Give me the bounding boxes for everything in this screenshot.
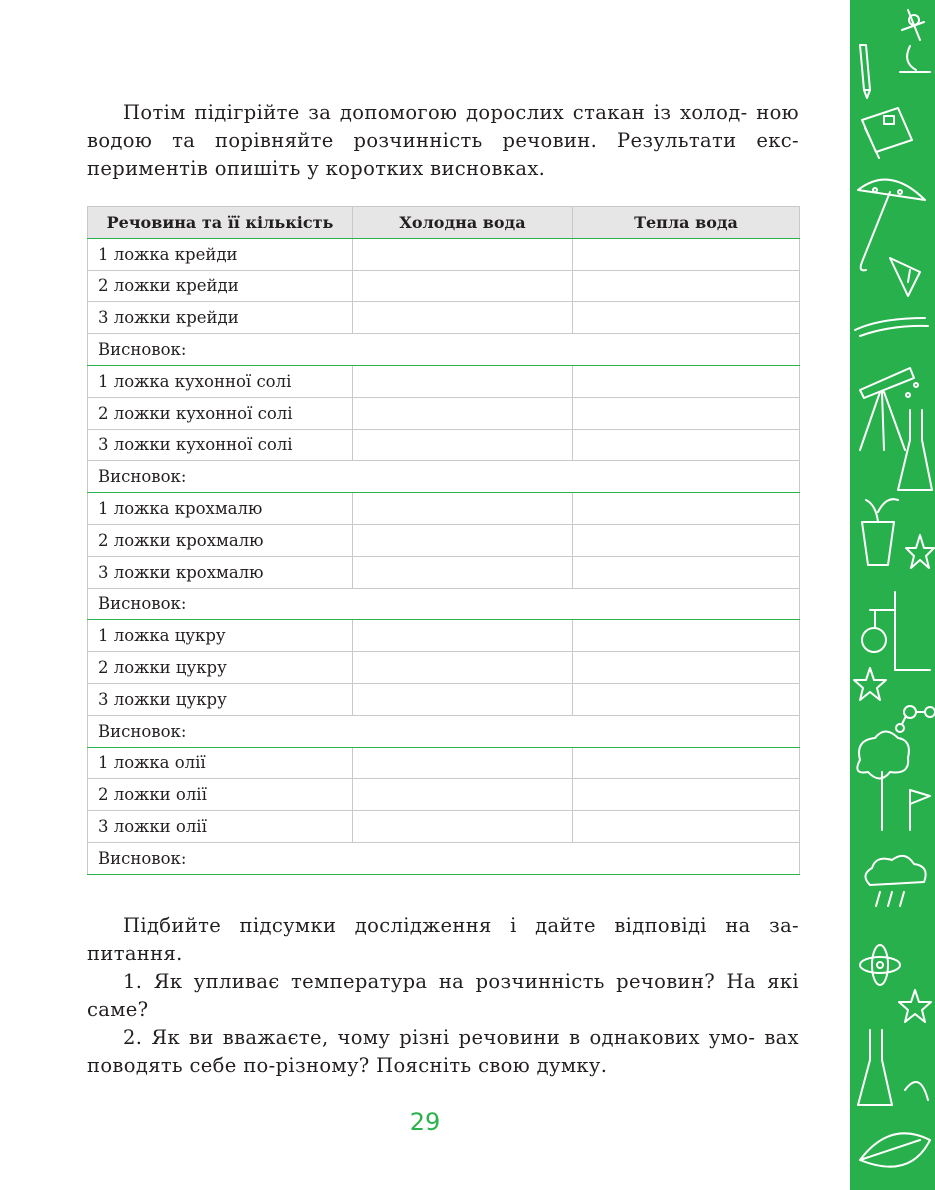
comet-icon bbox=[855, 318, 928, 336]
warm-water-cell[interactable] bbox=[573, 652, 800, 684]
conclusion-row bbox=[88, 588, 800, 620]
substance-cell: 2 ложки кухонної солі bbox=[88, 397, 353, 429]
table-row bbox=[88, 620, 800, 652]
cold-water-cell[interactable] bbox=[353, 524, 573, 556]
telescope-icon bbox=[860, 368, 914, 450]
table-row bbox=[88, 493, 800, 525]
cold-water-cell[interactable] bbox=[353, 556, 573, 588]
cold-water-cell[interactable] bbox=[353, 270, 573, 302]
cold-water-cell[interactable] bbox=[353, 747, 573, 779]
warm-water-cell[interactable] bbox=[573, 397, 800, 429]
cloud-icon bbox=[865, 856, 925, 906]
leaf-icon bbox=[860, 1133, 930, 1166]
warm-water-cell[interactable] bbox=[573, 493, 800, 525]
intro-paragraph bbox=[87, 99, 799, 183]
conclusion-cell[interactable]: Висновок: bbox=[88, 588, 800, 620]
plant-icon bbox=[862, 499, 898, 565]
table-header-row bbox=[88, 207, 800, 239]
warm-water-cell[interactable] bbox=[573, 524, 800, 556]
header-warm-water: Тепла вода bbox=[573, 207, 800, 239]
table-body bbox=[88, 238, 800, 874]
cold-water-cell[interactable] bbox=[353, 302, 573, 334]
warm-water-cell[interactable] bbox=[573, 779, 800, 811]
warm-water-cell[interactable] bbox=[573, 620, 800, 652]
cold-water-cell[interactable] bbox=[353, 397, 573, 429]
header-cold-water: Холодна вода bbox=[353, 207, 573, 239]
substance-cell: 1 ложка крейди bbox=[88, 238, 353, 270]
table-row bbox=[88, 302, 800, 334]
table-row bbox=[88, 270, 800, 302]
cold-water-cell[interactable] bbox=[353, 429, 573, 461]
table-row bbox=[88, 683, 800, 715]
substance-cell: 1 ложка цукру bbox=[88, 620, 353, 652]
star-icon-3 bbox=[899, 990, 931, 1022]
cold-water-cell[interactable] bbox=[353, 779, 573, 811]
warm-water-cell[interactable] bbox=[573, 429, 800, 461]
conclusion-row bbox=[88, 842, 800, 874]
table-row bbox=[88, 747, 800, 779]
substance-cell: 3 ложки крохмалю bbox=[88, 556, 353, 588]
conclusion-row bbox=[88, 461, 800, 493]
warm-water-cell[interactable] bbox=[573, 302, 800, 334]
molecule-icon bbox=[896, 706, 935, 732]
warm-water-cell[interactable] bbox=[573, 270, 800, 302]
substance-cell: 3 ложки кухонної солі bbox=[88, 429, 353, 461]
header-substance: Речовина та її кількість bbox=[88, 207, 353, 239]
atom-icon bbox=[860, 945, 900, 985]
substance-cell: 1 ложка олії bbox=[88, 747, 353, 779]
substance-cell: 3 ложки цукру bbox=[88, 683, 353, 715]
conclusion-cell[interactable]: Висновок: bbox=[88, 334, 800, 366]
umbrella-icon bbox=[858, 180, 925, 271]
warm-water-cell[interactable] bbox=[573, 683, 800, 715]
cold-water-cell[interactable] bbox=[353, 620, 573, 652]
table-row bbox=[88, 811, 800, 843]
substance-cell: 1 ложка крохмалю bbox=[88, 493, 353, 525]
question-1: 1. Як упливає температура на розчинність речовин? На які саме? bbox=[87, 970, 799, 1021]
conclusion-row bbox=[88, 715, 800, 747]
substance-cell: 1 ложка кухонної солі bbox=[88, 365, 353, 397]
substance-cell: 2 ложки крохмалю bbox=[88, 524, 353, 556]
table-row bbox=[88, 429, 800, 461]
pencil-icon bbox=[860, 45, 870, 98]
substance-cell: 2 ложки олії bbox=[88, 779, 353, 811]
table-row bbox=[88, 397, 800, 429]
star-icon-2 bbox=[854, 668, 886, 700]
cold-water-cell[interactable] bbox=[353, 683, 573, 715]
table-row bbox=[88, 556, 800, 588]
warm-water-cell[interactable] bbox=[573, 365, 800, 397]
table-row bbox=[88, 238, 800, 270]
cold-water-cell[interactable] bbox=[353, 811, 573, 843]
page-number: 29 bbox=[409, 1108, 441, 1136]
lab-stand-icon bbox=[862, 592, 930, 670]
decorative-sidebar bbox=[850, 0, 935, 1190]
book-icon bbox=[862, 108, 912, 158]
conclusion-cell[interactable]: Висновок: bbox=[88, 842, 800, 874]
warm-water-cell[interactable] bbox=[573, 747, 800, 779]
star-icon bbox=[906, 535, 934, 568]
cold-water-cell[interactable] bbox=[353, 652, 573, 684]
conclusion-cell[interactable]: Висновок: bbox=[88, 715, 800, 747]
table-row bbox=[88, 652, 800, 684]
table-row bbox=[88, 365, 800, 397]
conclusion-row bbox=[88, 334, 800, 366]
question-2: 2. Як ви вважаєте, чому різні речовини в однакових умо- вах поводять себе по-різному? Поясніть свою думку. bbox=[87, 1026, 799, 1077]
questions-section bbox=[87, 912, 799, 1080]
tree-icon bbox=[857, 732, 909, 831]
substance-cell: 2 ложки крейди bbox=[88, 270, 353, 302]
warm-water-cell[interactable] bbox=[573, 811, 800, 843]
substance-cell: 2 ложки цукру bbox=[88, 652, 353, 684]
summary-instruction: Підбийте підсумки дослідження і дайте відповіді на за- питання. bbox=[87, 914, 799, 965]
substance-cell: 3 ложки олії bbox=[88, 811, 353, 843]
substance-cell: 3 ложки крейди bbox=[88, 302, 353, 334]
cold-water-cell[interactable] bbox=[353, 238, 573, 270]
experiment-table bbox=[87, 206, 800, 875]
flask-icon-2 bbox=[858, 1030, 928, 1105]
flag-icon bbox=[910, 790, 930, 830]
microscope-icon bbox=[900, 10, 930, 72]
table-row bbox=[88, 524, 800, 556]
ruler-icon bbox=[890, 258, 920, 296]
table-row bbox=[88, 779, 800, 811]
cold-water-cell[interactable] bbox=[353, 365, 573, 397]
conclusion-cell[interactable]: Висновок: bbox=[88, 461, 800, 493]
flask-icon bbox=[898, 383, 932, 490]
cold-water-cell[interactable] bbox=[353, 493, 573, 525]
intro-text: Потім підігрійте за допомогою дорослих стакан із холод- ною водою та порівняйте розчинність речовин. Результати екс- периментів опишіть у коротких висновках. bbox=[87, 101, 799, 180]
warm-water-cell[interactable] bbox=[573, 238, 800, 270]
warm-water-cell[interactable] bbox=[573, 556, 800, 588]
